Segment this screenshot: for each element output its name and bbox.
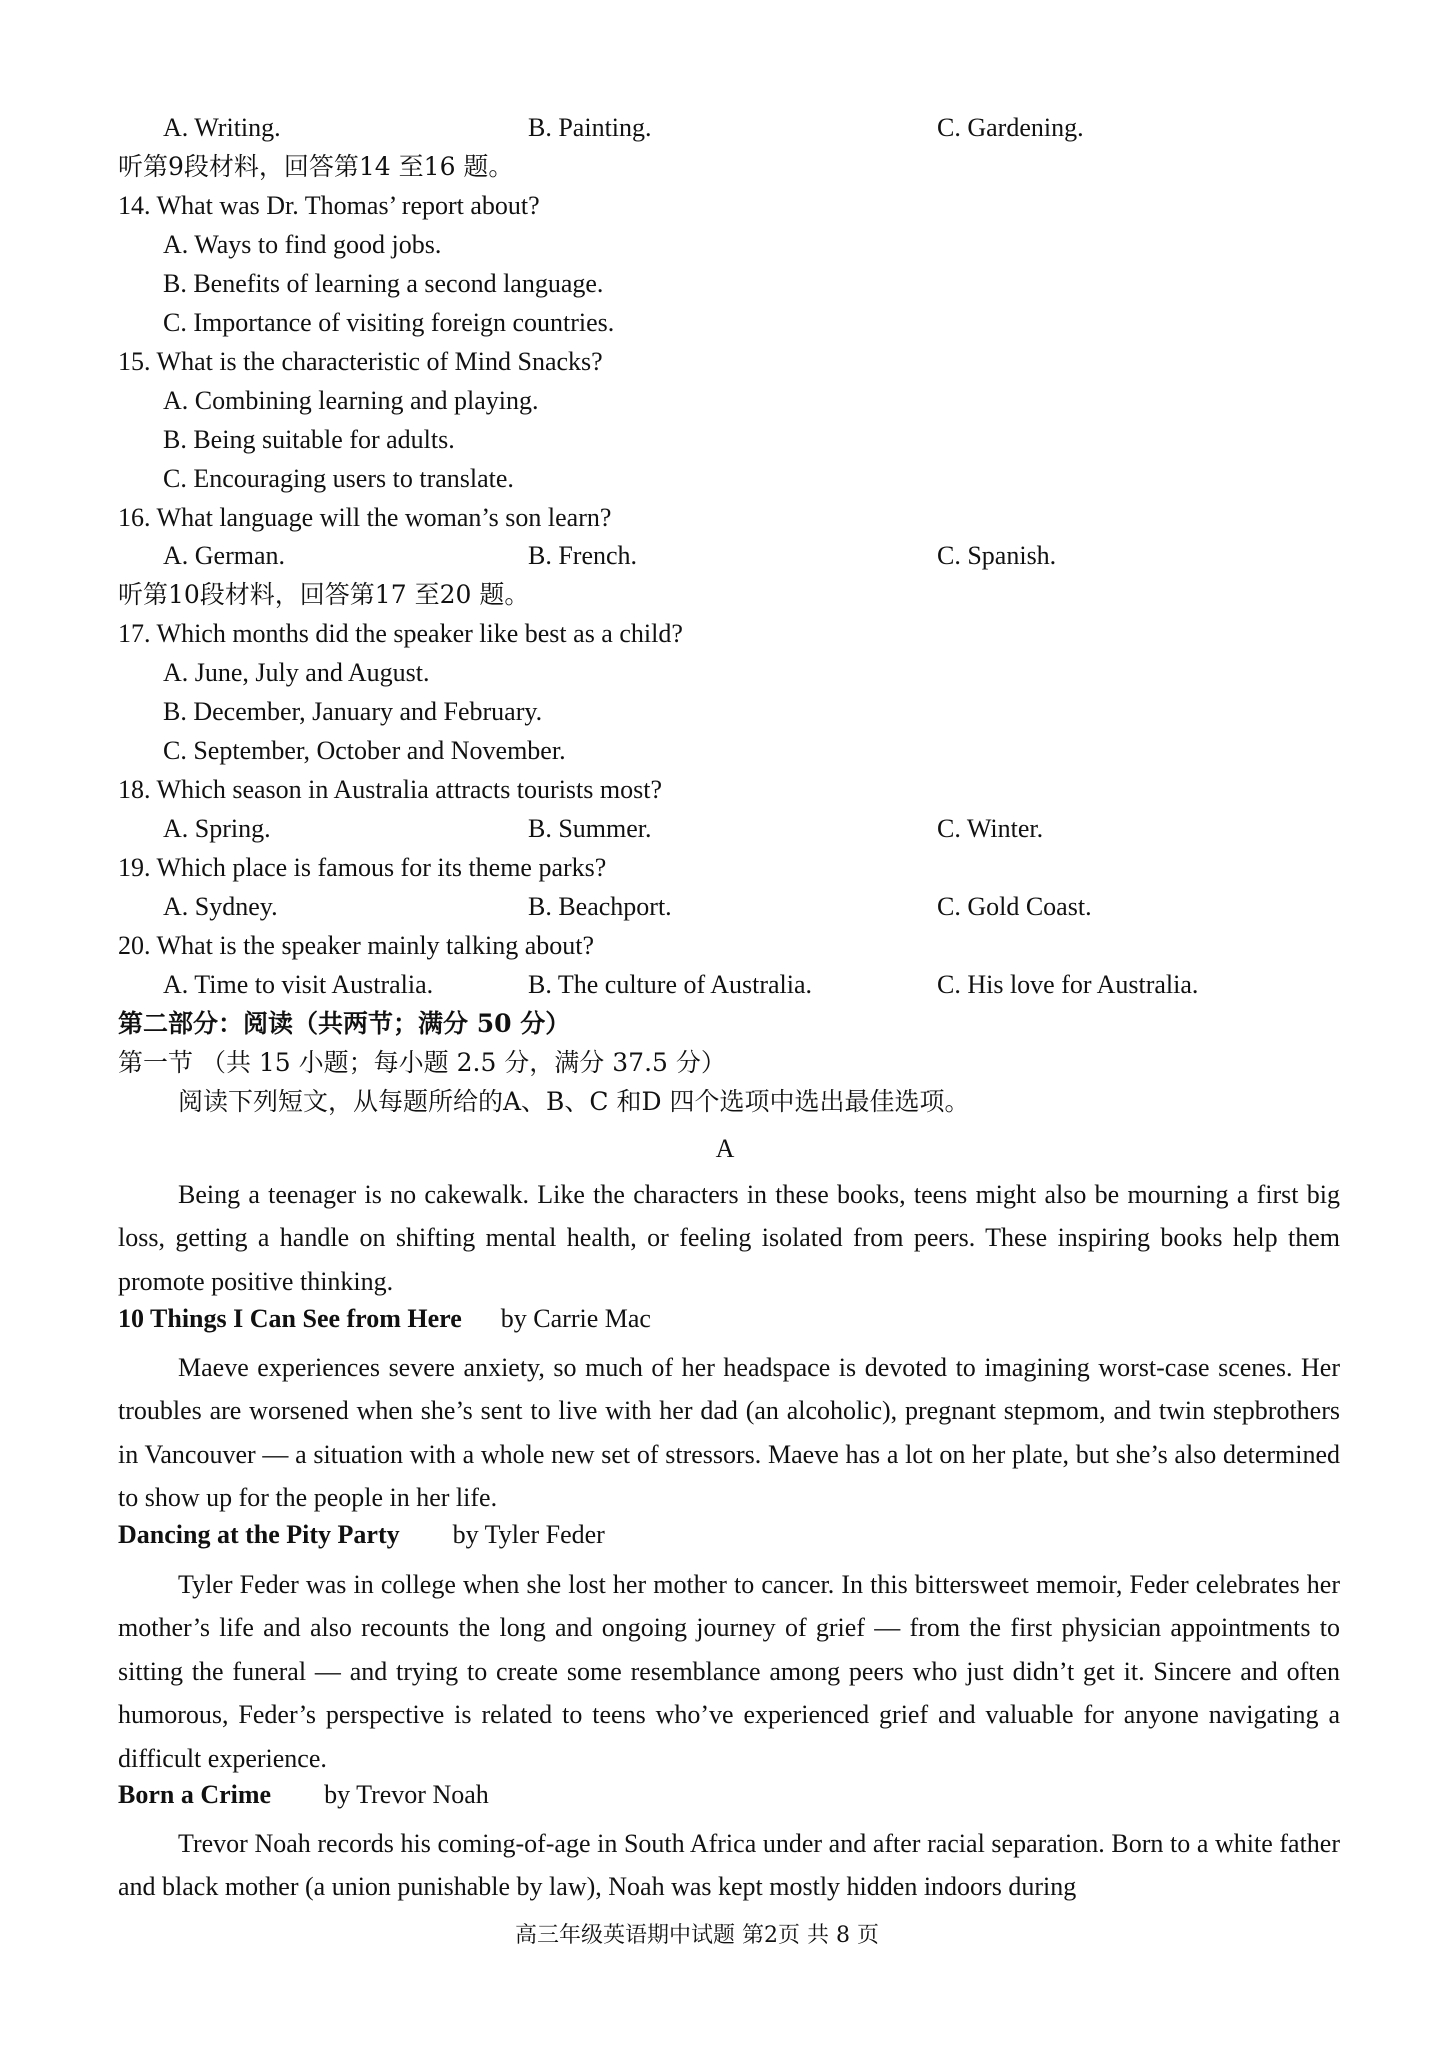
q13-option-a: A. Writing. [163,113,281,142]
q15-option-c: C. Encouraging users to translate. [163,464,514,493]
book-author: by Trevor Noah [324,1780,489,1809]
q16-option-b: B. French. [528,541,638,570]
book-title: Dancing at the Pity Party [118,1520,400,1549]
q20-option-a: A. Time to visit Australia. [163,970,434,999]
book-heading [118,1779,489,1811]
book-description: Tyler Feder was in college when she lost her mother to cancer. In this bittersweet memoir, Feder celebrates her mother’s life and also recounts the long and ongoing journey of grief — from the first physician appointments to sitting the funeral — and trying to create some resemblance among peers who just didn’t get it. Sincere and often humorous, Feder’s perspective is related to teens who’ve experienced grief and valuable for anyone navigating a difficult experience. [118,1570,1340,1773]
page-footer: 高三年级英语期中试题 第2页 共 8 页 [515,1923,879,1948]
book-description: Maeve experiences severe anxiety, so much of her headspace is devoted to imagining worst-case scenes. Her troubles are worsened when she’s sent to live with her dad (an alcoholic), pregnant stepmom, and twin stepbrothers in Vancouver — a situation with a whole new set of stressors. Maeve has a lot on her plate, but she’s also determined to show up for the people in her life. [118,1353,1340,1513]
q15-option-b: B. Being suitable for adults. [163,425,455,454]
q14-stem: 14. What was Dr. Thomas’ report about? [118,191,540,220]
q15-option-a: A. Combining learning and playing. [163,386,539,415]
q14-option-b: B. Benefits of learning a second language. [163,269,604,298]
book-heading [118,1519,605,1551]
q16-option-c: C. Spanish. [937,541,1057,570]
q18-stem: 18. Which season in Australia attracts tourists most? [118,775,662,804]
book-heading [118,1303,651,1335]
book-description: Trevor Noah records his coming-of-age in South Africa under and after racial separation. Born to a white father and black mother (a union punishable by law), Noah was kept mostly hidden indoors during [118,1829,1340,1902]
q17-option-c: C. September, October and November. [163,736,566,765]
section-one-heading: 第一节 （共 15 小题；每小题 2.5 分，满分 37.5 分） [118,1048,726,1077]
reading-instruction: 阅读下列短文，从每题所给的A、B、C 和D 四个选项中选出最佳选项。 [178,1087,970,1116]
q17-stem: 17. Which months did the speaker like best as a child? [118,619,683,648]
q20-option-b: B. The culture of Australia. [528,970,813,999]
q13-option-c: C. Gardening. [937,113,1084,142]
q16-stem: 16. What language will the woman’s son learn? [118,503,612,532]
book-author: by Carrie Mac [500,1304,651,1333]
q13-option-b: B. Painting. [528,113,652,142]
q18-option-c: C. Winter. [937,814,1044,843]
q19-option-b: B. Beachport. [528,892,672,921]
book-author: by Tyler Feder [452,1520,605,1549]
q19-option-c: C. Gold Coast. [937,892,1092,921]
q20-stem: 20. What is the speaker mainly talking about? [118,931,595,960]
q18-option-b: B. Summer. [528,814,652,843]
q19-stem: 19. Which place is famous for its theme parks? [118,853,607,882]
q16-option-a: A. German. [163,541,286,570]
q14-option-c: C. Importance of visiting foreign countries. [163,308,615,337]
part-two-heading: 第二部分：阅读（共两节；满分 50 分） [118,1009,571,1038]
section-9-heading: 听第9段材料，回答第14 至16 题。 [118,152,514,181]
q14-option-a: A. Ways to find good jobs. [163,230,442,259]
passage-intro: Being a teenager is no cakewalk. Like the characters in these books, teens might also be mourning a first big loss, getting a handle on shifting mental health, or feeling isolated from peers. These inspiring books help them promote positive thinking. [118,1180,1340,1296]
section-10-heading: 听第10段材料，回答第17 至20 题。 [118,580,530,609]
q17-option-b: B. December, January and February. [163,697,543,726]
q20-option-c: C. His love for Australia. [937,970,1199,999]
q18-option-a: A. Spring. [163,814,271,843]
q15-stem: 15. What is the characteristic of Mind Snacks? [118,347,603,376]
q17-option-a: A. June, July and August. [163,658,430,687]
book-title: Born a Crime [118,1780,272,1809]
book-title: 10 Things I Can See from Here [118,1304,462,1333]
q19-option-a: A. Sydney. [163,892,278,921]
passage-label: A [715,1134,735,1163]
